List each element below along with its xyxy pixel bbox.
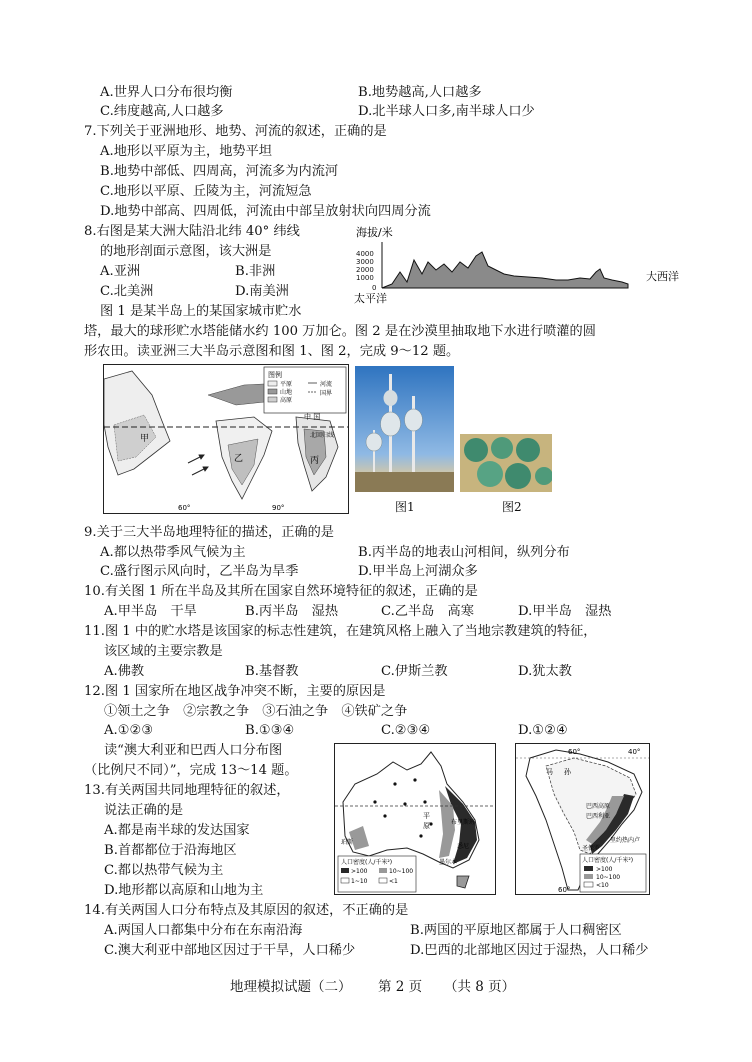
- q11-option-b: B.基督教: [245, 664, 299, 679]
- label-tropic: 北回归线: [310, 432, 335, 439]
- q7-stem: 7.下列关于亚洲地形、地势、河流的叙述，正确的是: [84, 124, 387, 139]
- bra-label-rio: 里约热内卢: [610, 837, 641, 844]
- q13-option-b: B.首都都位于沿海地区: [104, 843, 237, 858]
- footer-title: 地理模拟试题（二）: [230, 979, 352, 995]
- aus-legend-lt1: <1: [389, 878, 398, 885]
- q6-option-c: C.纬度越高,人口越多: [100, 104, 224, 119]
- tasmania: [457, 876, 469, 888]
- profile-tick-1000: 1000: [356, 274, 374, 282]
- footer-page: 第 2 页: [378, 979, 423, 995]
- brazil-population-map: [515, 743, 650, 895]
- bra-lat-60: 60°: [568, 748, 581, 756]
- q9-option-a: A.都以热带季风气候为主: [100, 545, 246, 560]
- australia-population-map: [334, 743, 496, 895]
- map1-legend-river: 河流: [320, 381, 333, 388]
- bra-legend-title: 人口密度(人/千米²): [582, 857, 634, 864]
- footer-total: （共 8 页）: [444, 979, 516, 995]
- q11-stem-2: 该区域的主要宗教是: [104, 644, 223, 659]
- q11-option-a: A.佛教: [104, 664, 145, 679]
- q8-option-d: D.南美洲: [235, 284, 289, 299]
- q14-option-b: B.两国的平原地区都属于人口稠密区: [410, 923, 622, 938]
- profile-right-label: 大西洋: [646, 270, 679, 283]
- q8-option-a: A.亚洲: [100, 264, 141, 279]
- bra-lon-40: 40°: [628, 748, 641, 756]
- intro-line-3: 形农田。读亚洲三大半岛示意图和图 1、图 2，完成 9～12 题。: [84, 344, 460, 359]
- terrain-profile-figure: [352, 222, 702, 304]
- q10-option-b: B.丙半岛 湿热: [245, 604, 339, 619]
- q10-option-a: A.甲半岛 干旱: [104, 604, 197, 619]
- bra-legend-gt100: >100: [596, 866, 613, 873]
- q8-stem-2: 的地形剖面示意图，该大洲是: [100, 244, 272, 259]
- fig2-caption: 图2: [502, 500, 522, 514]
- profile-ylabel: 海拔/米: [356, 226, 393, 239]
- q6-option-b: B.地势越高,人口越多: [358, 85, 482, 100]
- q14-option-d: D.巴西的北部地区因过于湿热，人口稀少: [410, 943, 649, 958]
- bra-legend-10-100: 10~100: [596, 874, 621, 881]
- q9-option-b: B.丙半岛的地表山河相间，纵列分布: [358, 545, 570, 560]
- label-lon-60: 60°: [178, 504, 191, 512]
- q6-option-d: D.北半球人口多,南半球人口少: [358, 104, 535, 119]
- circular-fields-photo: [460, 434, 552, 492]
- aus-label-melbourne: 墨尔本: [439, 859, 458, 866]
- q8-stem-1: 8.右图是某大洲大陆沿北纬 40° 纬线: [84, 224, 300, 239]
- aus-label-ping: 平: [423, 812, 430, 820]
- terrain-profile-area: [382, 252, 628, 288]
- q10-option-d: D.甲半岛 湿热: [518, 604, 612, 619]
- aus-label-yuan: 原: [423, 822, 430, 830]
- wind-arrow-1: [188, 455, 204, 463]
- intro-line-2: 塔，最大的球形贮水塔能储水约 100 万加仑。图 2 是在沙漠里抽取地下水进行喷灌的圆: [84, 324, 596, 339]
- bra-label-saopaulo: 圣保罗: [582, 845, 601, 852]
- q11-option-d: D.犹太教: [518, 664, 572, 679]
- q14-stem: 14.有关两国人口分布特点及其原因的叙述，不正确的是: [84, 903, 409, 918]
- profile-tick-4000: 4000: [356, 250, 374, 258]
- q13-stem-2: 说法正确的是: [104, 803, 184, 818]
- intro-line-1: 图 1 是某半岛上的某国家城市贮水: [100, 304, 302, 319]
- profile-tick-2000: 2000: [356, 266, 374, 274]
- aus-label-brisbane: 布里斯班: [451, 819, 476, 826]
- bra-label-sun: 孙: [564, 768, 571, 776]
- aus-legend-1-10: 1~10: [351, 878, 368, 885]
- q13-option-c: C.都以热带气候为主: [104, 863, 224, 878]
- label-peninsula-yi: 乙: [234, 454, 244, 464]
- profile-tick-0: 0: [372, 284, 377, 292]
- aus-legend-title: 人口密度(人/千米²): [341, 859, 393, 866]
- q13-option-a: A.都是南半球的发达国家: [104, 823, 250, 838]
- q13-intro-1: 读“澳大利亚和巴西人口分布图: [104, 743, 283, 758]
- q9-stem: 9.关于三大半岛地理特征的描述，正确的是: [84, 525, 334, 540]
- q7-option-a: A.地形以平原为主，地势平坦: [100, 144, 272, 159]
- wind-arrow-2: [192, 467, 208, 475]
- aus-label-sydney: 悉尼: [457, 843, 470, 850]
- aus-label-perth: 珀斯: [341, 839, 354, 846]
- bra-lon-60: 60°: [558, 886, 571, 894]
- label-lon-90: 90°: [272, 504, 285, 512]
- label-peninsula-jia: 甲: [140, 434, 150, 444]
- q10-option-c: C.乙半岛 高寒: [381, 604, 474, 619]
- bra-legend-lt10: <10: [596, 882, 609, 889]
- q7-option-b: B.地势中部低、四周高，河流多为内流河: [100, 164, 339, 179]
- map1-legend-plateau: 高原: [280, 397, 293, 404]
- map1-legend-mountain: 山地: [280, 389, 293, 396]
- label-china: 中 国: [304, 413, 321, 421]
- map1-legend-plain: 平原: [280, 381, 293, 388]
- q12-option-a: A.①②③: [104, 723, 154, 738]
- map1-legend-border: 国界: [320, 390, 333, 397]
- q9-option-c: C.盛行图示风向时，乙半岛为旱季: [100, 564, 299, 579]
- aus-legend-gt100: >100: [351, 868, 368, 875]
- q8-option-c: C.北美洲: [100, 284, 154, 299]
- map1-legend-title: 图例: [268, 371, 282, 379]
- q12-items: ①领土之争 ②宗教之争 ③石油之争 ④铁矿之争: [104, 704, 408, 719]
- q8-option-b: B.非洲: [235, 264, 276, 279]
- q12-option-c: C.②③④: [381, 723, 431, 738]
- aus-legend-10-100: 10~100: [389, 868, 414, 875]
- bra-label-plateau: 巴西高原: [586, 803, 611, 810]
- q11-stem-1: 11.图 1 中的贮水塔是该国家的标志性建筑，在建筑风格上融入了当地宗教建筑的特征，: [84, 624, 597, 639]
- profile-tick-3000: 3000: [356, 258, 374, 266]
- q12-option-b: B.①③④: [245, 723, 295, 738]
- profile-left-label: 太平洋: [354, 292, 387, 304]
- label-peninsula-bing: 丙: [310, 456, 320, 466]
- q6-option-a: A.世界人口分布很均衡: [100, 85, 233, 100]
- q12-stem: 12.图 1 国家所在地区战争冲突不断，主要的原因是: [84, 684, 386, 699]
- q13-option-d: D.地形都以高原和山地为主: [104, 883, 264, 898]
- q11-option-c: C.伊斯兰教: [381, 664, 448, 679]
- fig1-caption: 图1: [395, 500, 415, 514]
- q13-stem-1: 13.有关两国共同地理特征的叙述，: [84, 783, 290, 798]
- q12-option-d: D.①②④: [518, 723, 568, 738]
- asia-peninsulas-map: [103, 364, 349, 514]
- q7-option-c: C.地形以平原、丘陵为主，河流短急: [100, 184, 312, 199]
- bra-label-ma: 马: [546, 768, 553, 776]
- q9-option-d: D.甲半岛上河湖众多: [358, 564, 478, 579]
- water-towers-photo: [355, 366, 454, 492]
- q10-stem: 10.有关图 1 所在半岛及其所在国家自然环境特征的叙述，正确的是: [84, 584, 478, 599]
- q7-option-d: D.地势中部高、四周低，河流由中部呈放射状向四周分流: [100, 204, 431, 219]
- bra-label-brasilia: 巴西利亚: [586, 813, 611, 820]
- q14-option-c: C.澳大利亚中部地区因过于干旱，人口稀少: [104, 943, 356, 958]
- q14-option-a: A.两国人口都集中分布在东南沿海: [104, 923, 303, 938]
- q13-intro-2: （比例尺不同）”，完成 13～14 题。: [84, 763, 298, 778]
